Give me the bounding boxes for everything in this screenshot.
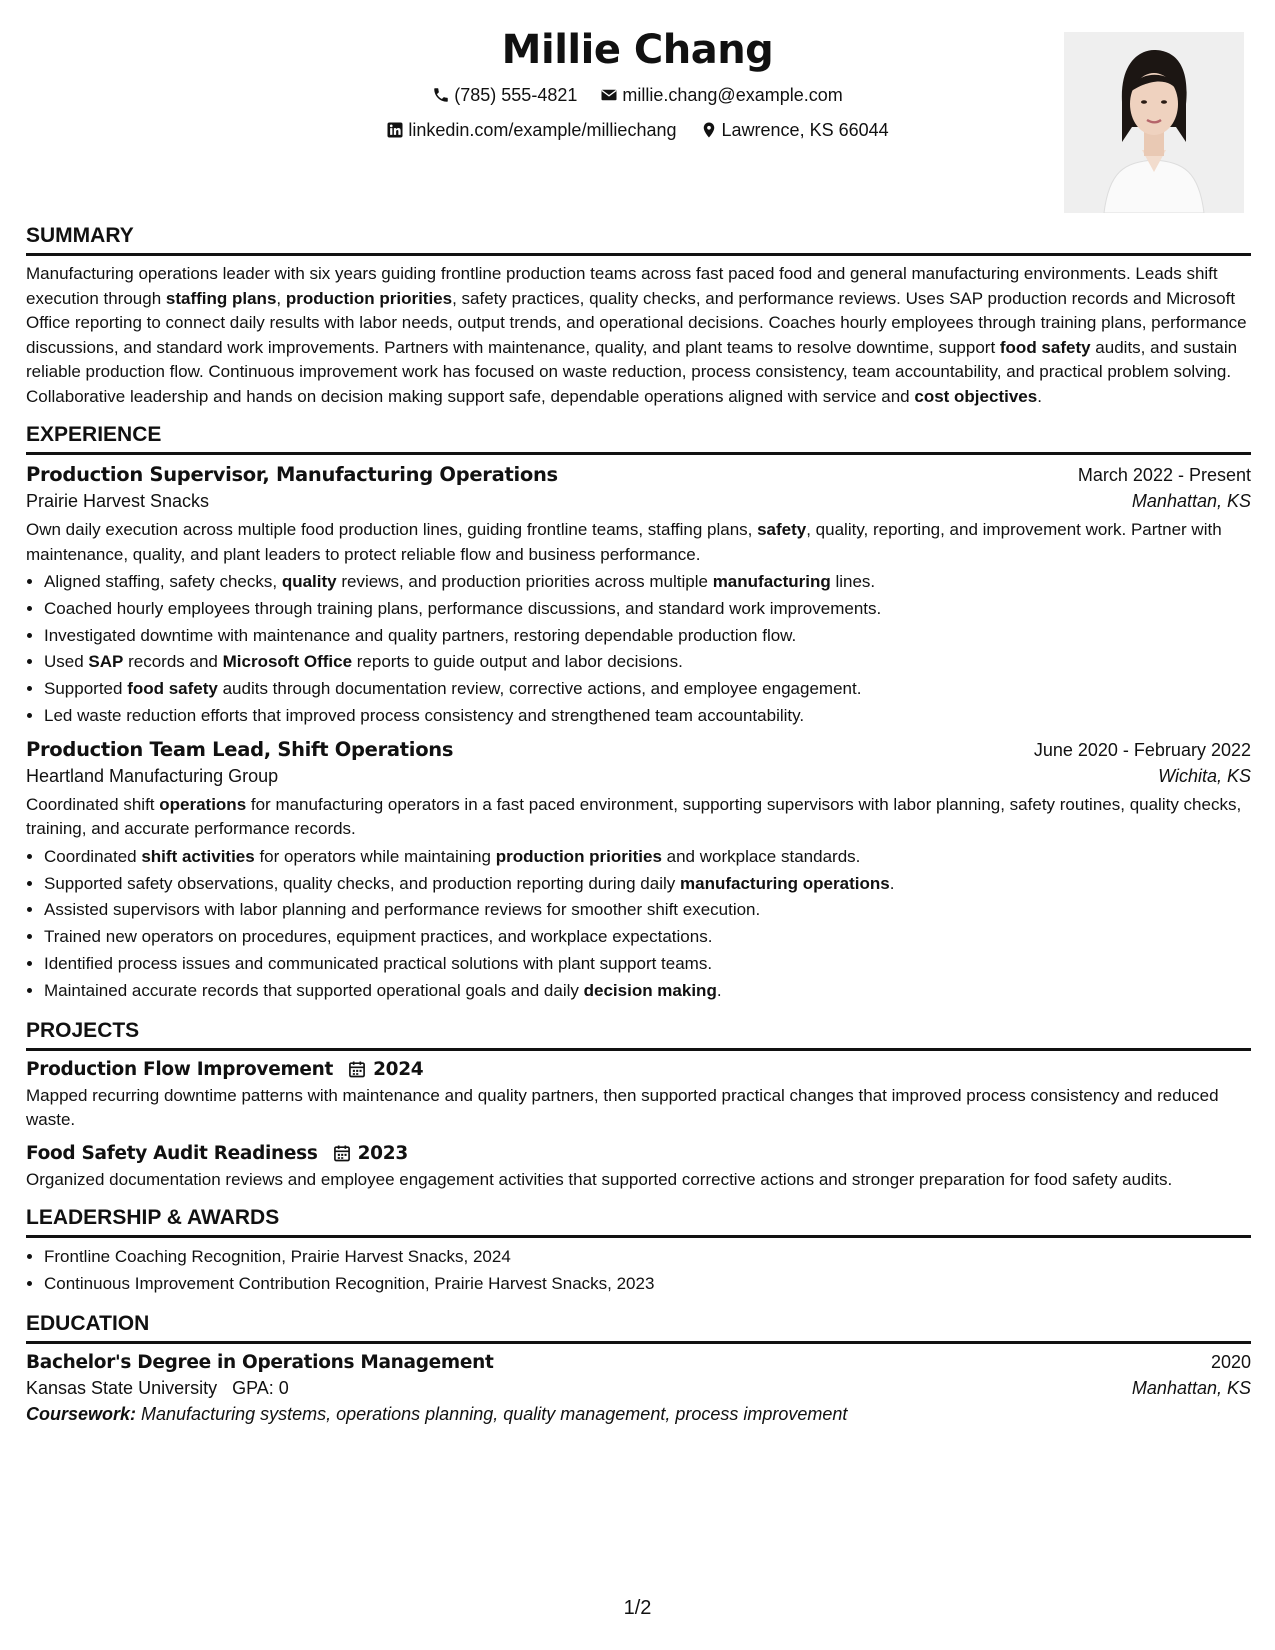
map-pin-icon [700,121,718,139]
desc-text: , quality, reporting, and improvement work. Partner with maintenance, quality, and plant leaders to protect reliable flow and business performance. [26,520,1222,564]
list-item: • Aligned staffing, safety checks, quality reviews, and production priorities across multiple manufacturing lines. [44,569,1251,596]
project-header [26,1059,1251,1080]
calendar-icon [347,1059,367,1079]
education-section [26,1310,1251,1425]
summary-text: Manufacturing operations leader with six years guiding frontline production teams across fast paced food and general manufacturing environments. Leads shift execution through [26,264,1218,308]
project-header [26,1143,1251,1164]
linkedin-icon [386,121,404,139]
summary-text: audits, and sustain reliable production flow. Continuous improvement work has focused on waste reduction, process consistency, team accountability, and practical problem solving. Collaborative leadership and hands on decision making support safe, dependable operations aligned with service and [26,337,1238,406]
list-item: • Led waste reduction efforts that improved process consistency and strengthened team accountability. [44,703,1251,730]
summary-text: , [276,288,286,308]
phone-icon [432,86,450,104]
job-location: Wichita, KS [1158,765,1251,786]
job-subheader [26,766,1251,787]
phone-text: (785) 555-4821 [454,85,578,105]
school-gpa [26,1378,289,1399]
school-location: Manhattan, KS [1131,1377,1251,1398]
section-title-projects: PROJECTS [26,1017,1251,1051]
list-item: • Identified process issues and communicated practical solutions with plant support teams. [44,951,1251,978]
summary-text: , safety practices, quality checks, and performance reviews. Uses SAP production records and Microsoft Office reporting to connect daily results with labor needs, output trends, and operational decisions. Coaches hourly employees through training plans, performance discussions, and standard work improvements. Partners with maintenance, quality, and plant teams to resolve downtime, support [26,288,1247,357]
desc-bold: operations [159,794,247,814]
list-item: • Frontline Coaching Recognition, Prairie Harvest Snacks, 2024 [44,1244,1251,1271]
awards-section [26,1204,1251,1298]
job-dates: March 2022 - Present [1077,465,1251,485]
list-item: • Coordinated shift activities for operators while maintaining production priorities and workplace standards. [44,844,1251,871]
summary-text: . [1037,386,1042,406]
summary-bold: staffing plans [165,288,277,308]
summary-bold: cost objectives [914,386,1038,406]
list-item: • Investigated downtime with maintenance and quality partners, restoring dependable production flow. [44,623,1251,650]
profile-photo [1064,32,1244,213]
list-item: • Assisted supervisors with labor planning and performance reviews for smoother shift execution. [44,897,1251,924]
job-bullets [26,569,1251,730]
desc-bold: safety [757,520,807,539]
awards-list [26,1244,1251,1298]
project-description: Mapped recurring downtime patterns with maintenance and quality partners, then supported practical changes that improved process consistency and reduced waste. [26,1085,1219,1130]
job-location: Manhattan, KS [1131,491,1251,511]
job-title: Production Team Lead, Shift Operations [26,737,454,761]
job-subheader [26,491,1251,512]
school-name: Kansas State University [26,1377,218,1398]
job-description [26,793,1251,842]
education-header [26,1352,1251,1373]
section-title-experience: EXPERIENCE [26,421,1251,455]
coursework [26,1404,1251,1425]
job-bullets [26,844,1251,1005]
email-text: millie.chang@example.com [622,85,843,105]
list-item: • Continuous Improvement Contribution Recognition, Prairie Harvest Snacks, 2023 [44,1271,1251,1298]
job-company: Heartland Manufacturing Group [26,765,279,786]
project-year: 2024 [373,1058,424,1080]
resume-content [26,222,1251,1425]
job-header [26,463,1251,486]
list-item: • Used SAP records and Microsoft Office reports to guide output and labor decisions. [44,649,1251,676]
contact-location [700,115,889,145]
list-item: • Coached hourly employees through training plans, performance discussions, and standard work improvements. [44,596,1251,623]
job-dates: June 2020 - February 2022 [1033,739,1251,760]
job-company: Prairie Harvest Snacks [26,491,210,511]
candidate-name: Millie Chang [501,27,774,73]
contact-email[interactable] [600,80,842,110]
linkedin-text: linkedin.com/example/milliechang [408,120,677,140]
section-title-awards: LEADERSHIP & AWARDS [26,1204,1251,1238]
gpa-text: GPA: 0 [232,1377,289,1398]
summary-section [26,222,1251,409]
graduation-year: 2020 [1210,1351,1251,1372]
experience-section [26,421,1251,1005]
calendar-icon [332,1143,352,1163]
location-text: Lawrence, KS 66044 [721,120,889,140]
projects-section [26,1017,1251,1193]
desc-text: Coordinated shift [26,794,160,814]
page-number: 1/2 [623,1597,652,1619]
project-name: Food Safety Audit Readiness [26,1142,318,1164]
job-entry [26,463,1251,730]
list-item: • Trained new operators on procedures, equipment practices, and workplace expectations. [44,924,1251,951]
summary-paragraph [26,262,1251,409]
section-title-summary: SUMMARY [26,222,1251,256]
coursework-label: Coursework: [26,1403,137,1424]
contact-phone[interactable] [432,80,577,110]
project-description: Organized documentation reviews and employee engagement activities that supported corrective actions and stronger preparation for food safety audits. [26,1169,1173,1189]
job-description [26,518,1251,567]
project-entry [26,1059,1251,1133]
project-year: 2023 [357,1142,408,1164]
desc-text: Own daily execution across multiple food production lines, guiding frontline teams, staffing plans, [26,520,758,539]
envelope-icon [600,86,618,104]
coursework-text: Manufacturing systems, operations planning, quality management, process improvement [136,1403,848,1424]
job-header [26,738,1251,761]
list-item: • Supported safety observations, quality checks, and production reporting during daily manufacturing operations. [44,871,1251,898]
job-entry [26,738,1251,1005]
section-title-education: EDUCATION [26,1310,1251,1344]
contact-linkedin[interactable] [386,115,676,145]
education-subheader [26,1378,1251,1399]
summary-bold: production priorities [285,288,453,308]
summary-bold: food safety [999,337,1091,357]
project-entry [26,1143,1251,1193]
desc-text: for manufacturing operators in a fast paced environment, supporting supervisors with labor planning, safety routines, quality checks, training, and accurate performance records. [26,794,1242,839]
degree-name: Bachelor's Degree in Operations Management [26,1351,494,1373]
list-item: • Maintained accurate records that supported operational goals and daily decision making. [44,978,1251,1005]
project-name: Production Flow Improvement [26,1058,334,1080]
list-item: • Supported food safety audits through documentation review, corrective actions, and employee engagement. [44,676,1251,703]
job-title: Production Supervisor, Manufacturing Operations [26,463,558,486]
